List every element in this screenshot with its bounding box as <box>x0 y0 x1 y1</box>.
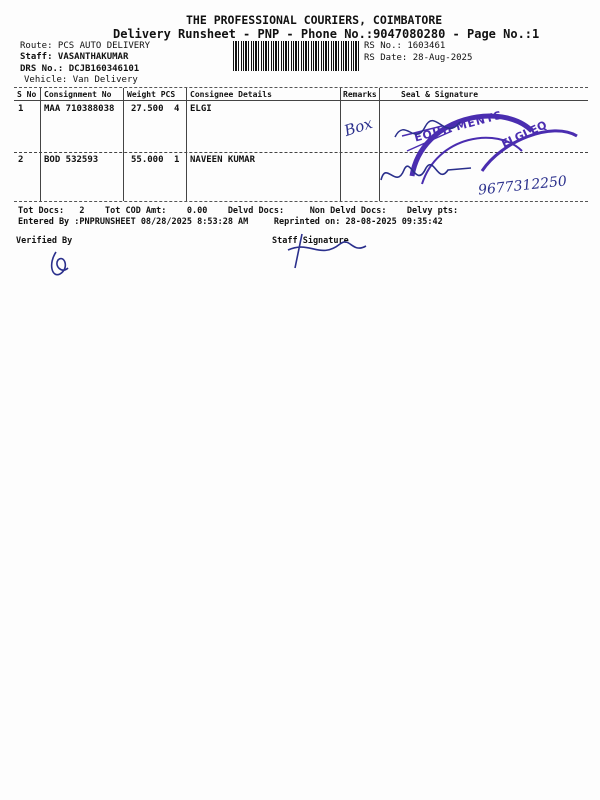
drs-number: DRS No.: DCJB160346101 <box>20 64 140 74</box>
row1-weight: 27.500 <box>131 104 164 114</box>
row1-consignment-no: MAA 710388038 <box>44 104 115 114</box>
stamp-text-elgi: ELGI EQ <box>499 118 549 151</box>
row2-consignment-no: BOD 532593 <box>44 155 99 165</box>
col-divider <box>40 88 41 201</box>
row1-consignee: ELGI <box>190 104 212 114</box>
col-header-consignment: Consignment No <box>44 90 112 99</box>
stamp-text-equipments: EQUIPMENTS <box>412 108 505 145</box>
runsheet-title: Delivery Runsheet - PNP - Phone No.:9047080280 - Page No.:1 <box>113 27 540 41</box>
col-header-sno: S No <box>17 90 37 99</box>
verified-signature <box>46 244 76 284</box>
row2-consignee: NAVEEN KUMAR <box>190 155 256 165</box>
row1-remark-handwritten: Box <box>341 114 375 140</box>
col-divider <box>123 88 124 201</box>
staff-signature-label: Staff Signature <box>272 236 349 246</box>
row2-pcs: 1 <box>174 155 180 165</box>
col-header-seal-signature: Seal & Signature <box>401 90 479 99</box>
vehicle-label: Vehicle: Van Delivery <box>24 75 138 85</box>
verified-by-label: Verified By <box>16 236 73 246</box>
totals-line: Tot Docs: 2 Tot COD Amt: 0.00 Delvd Docs: Non Delvd Docs: Delvy pts: <box>18 206 459 216</box>
col-header-remarks: Remarks <box>343 90 377 99</box>
rs-date: RS Date: 28-Aug-2025 <box>364 53 473 63</box>
table-top-rule <box>14 87 588 88</box>
barcode-image <box>233 41 359 71</box>
rs-number: RS No.: 1603461 <box>364 41 446 51</box>
row1-pcs: 4 <box>174 104 180 114</box>
col-divider <box>186 88 187 201</box>
row2-signature <box>376 150 486 200</box>
col-divider <box>340 88 341 201</box>
row1-signature <box>390 112 470 152</box>
company-name: THE PROFESSIONAL COURIERS, COIMBATORE <box>186 13 443 27</box>
row2-phone-handwritten: 9677312250 <box>477 173 568 199</box>
col-header-consignee: Consignee Details <box>190 90 272 99</box>
entered-by-line: Entered By :PNPRUNSHEET 08/28/2025 8:53:28 AM Reprinted on: 28-08-2025 09:35:42 <box>18 217 443 227</box>
row2-weight: 55.000 <box>131 155 164 165</box>
staff-label: Staff: VASANTHAKUMAR <box>20 52 129 62</box>
row1-sno: 1 <box>18 104 24 114</box>
col-header-weight-pcs: Weight PCS <box>127 90 176 99</box>
route-label: Route: PCS AUTO DELIVERY <box>20 41 151 51</box>
staff-signature <box>280 230 370 270</box>
row2-sno: 2 <box>18 155 24 165</box>
